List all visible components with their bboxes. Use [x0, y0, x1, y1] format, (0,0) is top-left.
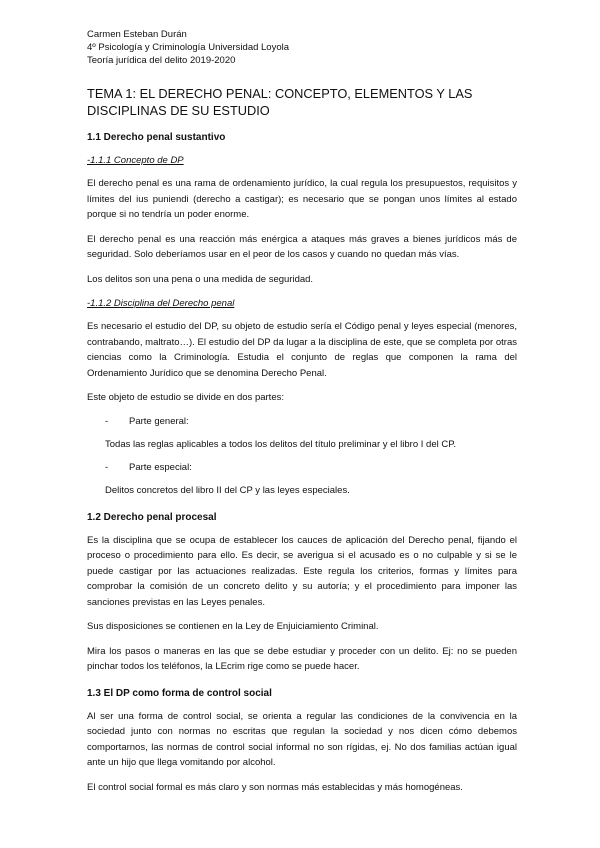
paragraph: Los delitos son una pena o una medida de seguridad.: [87, 273, 314, 285]
list-item-description: Todas las reglas aplicables a todos los delitos del título preliminar y el libro I del CP.: [105, 438, 456, 450]
list-dash: -: [105, 415, 109, 427]
subject-name: Teoría jurídica del delito 2019-2020: [87, 55, 236, 66]
course-name: 4º Psicología y Criminología Universidad Loyola: [87, 42, 290, 53]
section-heading-1-2: 1.2 Derecho penal procesal: [87, 511, 217, 523]
paragraph: Este objeto de estudio se divide en dos partes:: [87, 392, 284, 403]
paragraph: El control social formal es más claro y son normas más establecidas y más homogéneas.: [87, 781, 463, 793]
subsection-heading-1-1-2: -1.1.2 Disciplina del Derecho penal: [87, 298, 235, 309]
page-title: TEMA 1: EL DERECHO PENAL: CONCEPTO, ELEMENTOS Y LAS DISCIPLINAS DE SU ESTUDIO: [87, 86, 473, 118]
list-item-label: Parte especial:: [129, 462, 192, 473]
list-item-description: Delitos concretos del libro II del CP y las leyes especiales.: [105, 485, 350, 496]
list-item-general: [105, 415, 517, 428]
list-item-especial: [105, 461, 517, 474]
author-name: Carmen Esteban Durán: [87, 29, 187, 40]
paragraph: Es necesario el estudio del DP, su objeto de estudio sería el Código penal y leyes especial (menores, contrabando, maltrato…). El estudio del DP da lugar a la disciplina de este, que se completa por otras ciencias como la Criminología. Estudia el conjunto de reglas que componen la rama del Ordenamiento Jurídico que se denomina Derecho Penal.: [87, 321, 517, 379]
subsection-heading-1-1-1: -1.1.1 Concepto de DP: [87, 155, 184, 166]
paragraph: El derecho penal es una rama de ordenamiento jurídico, la cual regula los presupuestos, requisitos y límites del ius puniendi (derecho a castigar); es necesario que se pongan unos límites al estado porque si no tendría un poder enorme.: [87, 178, 517, 220]
page-content: [87, 28, 517, 795]
section-heading-1-1: 1.1 Derecho penal sustantivo: [87, 132, 226, 143]
paragraph: Es la disciplina que se ocupa de establecer los cauces de aplicación del Derecho penal, fijando el proceso o procedimiento para ello. Es decir, se averigua si el acusado es o no culpable y si se le puede castigar por las actuaciones realizadas. Este regula los criterios, formas y límites para comprobar la comisión de un concreto delito y su autoría; y el procedimiento para imponer las sanciones previstas en las Leyes penales.: [87, 534, 517, 608]
paragraph: Mira los pasos o maneras en las que se debe estudiar y proceder con un delito. Ej: no se pueden pinchar todos los teléfonos, la LEcrim rige como se puede hacer.: [87, 645, 517, 672]
list-dash: -: [105, 462, 109, 473]
paragraph: El derecho penal es una reacción más enérgica a ataques más graves a bienes jurídicos más de seguridad. Solo deberíamos usar en el peor de los casos y cuando no quedan más vías.: [87, 233, 517, 260]
section-heading-1-3: 1.3 El DP como forma de control social: [87, 687, 272, 699]
paragraph: Sus disposiciones se contienen en la Ley de Enjuiciamiento Criminal.: [87, 621, 379, 632]
list-item-label: Parte general:: [129, 415, 189, 427]
paragraph: Al ser una forma de control social, se orienta a regular las condiciones de la convivencia en la sociedad junto con normas no escritas que regulan la sociedad y nos dicen cómo debemos comportarnos, las normas de control social informal no son rígidas, ej. No dos familias actúan igual ante un hijo que llega vomitando por alcohol.: [87, 710, 517, 768]
